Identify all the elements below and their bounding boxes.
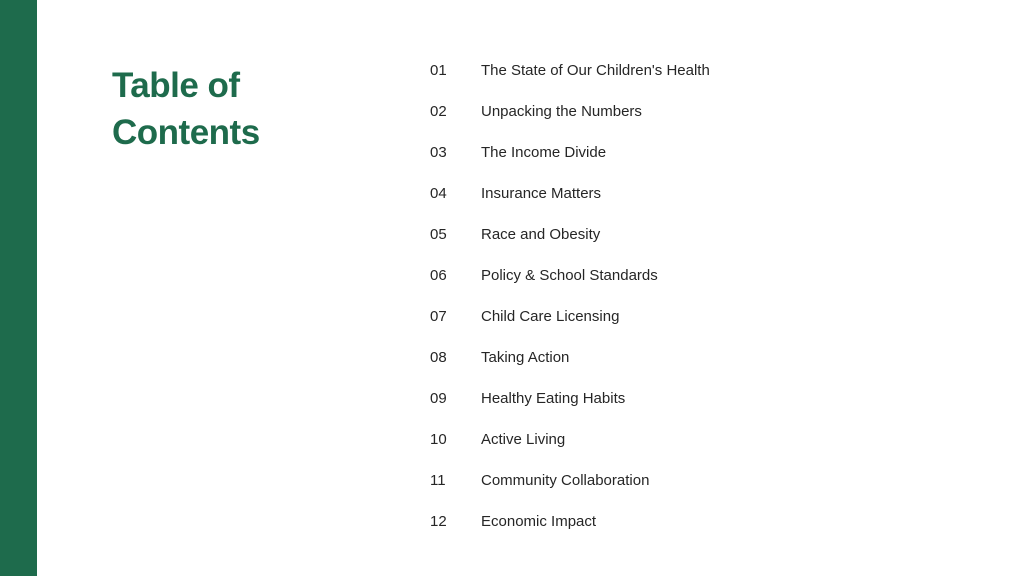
toc-item-label: Child Care Licensing xyxy=(481,308,620,325)
toc-item-02 xyxy=(430,91,710,132)
toc-item-number: 11 xyxy=(430,472,446,489)
toc-item-09 xyxy=(430,378,710,419)
toc-item-number: 10 xyxy=(430,431,447,448)
toc-item-label: Active Living xyxy=(481,431,566,448)
toc-item-04 xyxy=(430,173,710,214)
toc-item-05 xyxy=(430,214,710,255)
toc-item-08 xyxy=(430,337,710,378)
toc-item-number: 02 xyxy=(430,103,447,120)
toc-item-number: 06 xyxy=(430,267,447,284)
toc-item-number: 12 xyxy=(430,513,447,530)
accent-bar xyxy=(0,0,37,576)
toc-item-label: The State of Our Children's Health xyxy=(481,62,710,79)
toc-item-03 xyxy=(430,132,710,173)
toc-item-number: 08 xyxy=(430,349,447,366)
toc-item-number: 01 xyxy=(430,62,447,79)
table-of-contents xyxy=(430,50,710,542)
toc-item-number: 05 xyxy=(430,226,447,243)
toc-item-label: Economic Impact xyxy=(481,513,597,530)
toc-item-label: The Income Divide xyxy=(481,144,607,161)
page-title: Table of Contents xyxy=(112,66,260,152)
toc-item-01 xyxy=(430,50,710,91)
toc-item-label: Taking Action xyxy=(481,349,570,366)
toc-item-06 xyxy=(430,255,710,296)
toc-item-label: Policy & School Standards xyxy=(481,267,658,284)
toc-item-label: Race and Obesity xyxy=(481,226,601,243)
toc-item-number: 09 xyxy=(430,390,447,407)
toc-item-number: 03 xyxy=(430,144,447,161)
toc-item-12 xyxy=(430,501,710,542)
toc-item-11 xyxy=(430,460,710,501)
toc-item-number: 04 xyxy=(430,185,447,202)
toc-item-label: Unpacking the Numbers xyxy=(481,103,642,120)
toc-item-10 xyxy=(430,419,710,460)
toc-item-label: Healthy Eating Habits xyxy=(481,390,626,407)
toc-item-number: 07 xyxy=(430,308,447,325)
toc-item-label: Community Collaboration xyxy=(481,472,650,489)
toc-item-label: Insurance Matters xyxy=(481,185,602,202)
toc-item-07 xyxy=(430,296,710,337)
